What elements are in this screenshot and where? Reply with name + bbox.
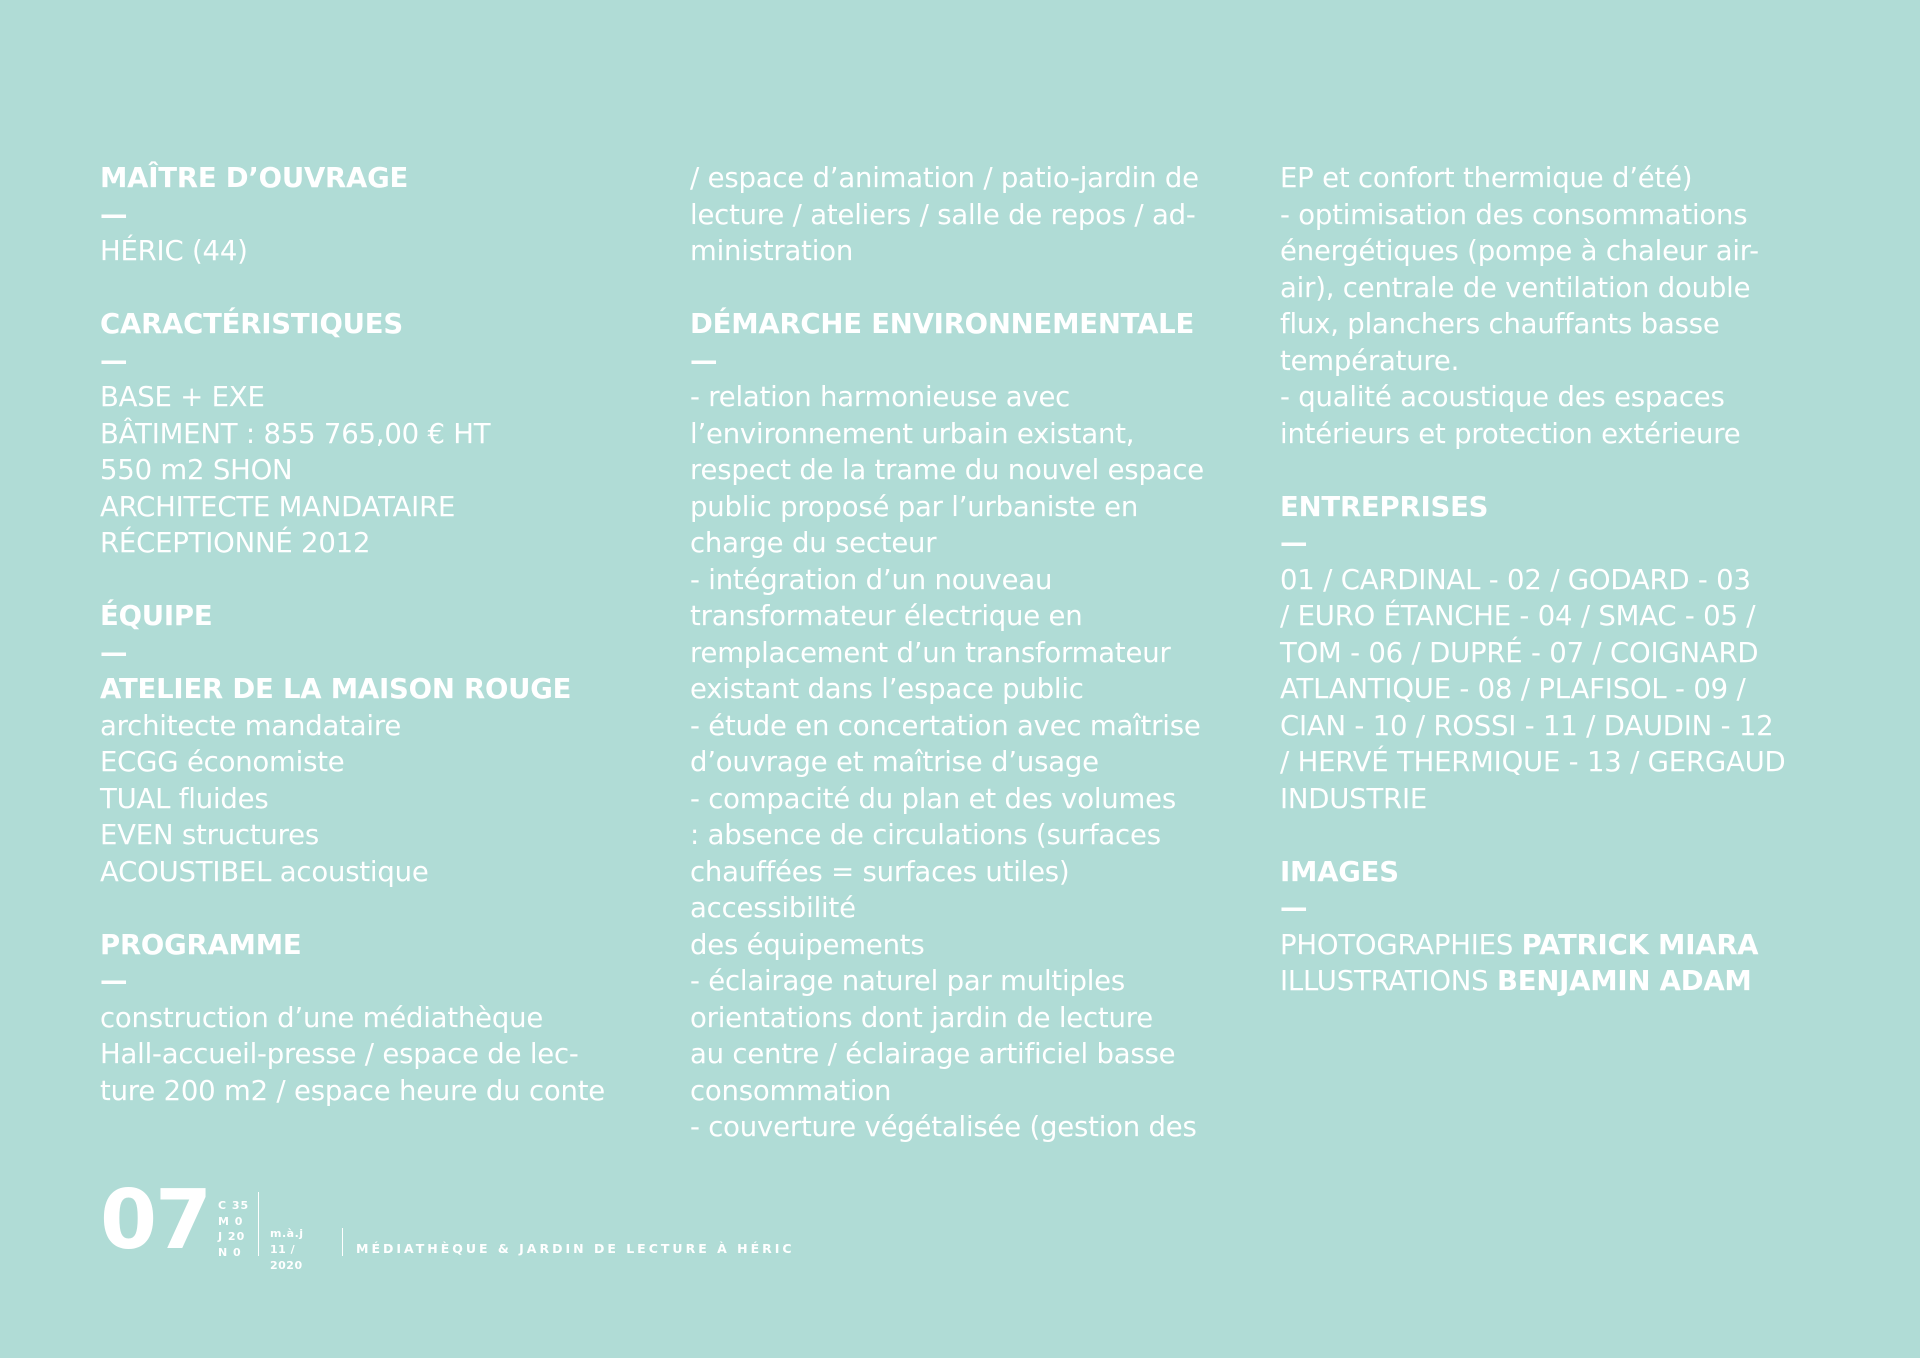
section-dash: — [690,344,718,377]
color-code [218,1198,249,1260]
section-line: transformateur électrique en [690,600,1083,632]
section-dash: — [1280,892,1308,924]
section-heading: ENTREPRISES [1280,490,1489,523]
section-line: - intégration d’un nouveau [690,563,1053,596]
section-line: respect de la trame du nouvel espace [690,454,1204,486]
column-2 [690,160,1230,1146]
section-line: TUAL fluides [100,782,269,815]
section-line: l’environnement urbain existant, [690,417,1135,450]
section-heading: ÉQUIPE [100,600,213,632]
photographer-name: PATRICK MIARA [1521,928,1759,961]
illustration-label: ILLUSTRATIONS [1280,965,1489,997]
section-line: ministration [690,235,854,267]
footer-divider [258,1192,259,1256]
section-line: au centre / éclairage artificiel basse [690,1038,1176,1070]
section-line: CIAN - 10 / ROSSI - 11 / DAUDIN - 12 [1280,709,1774,742]
section-line: chauffées = surfaces utiles) accessibilité [690,855,1070,924]
section-line: - étude en concertation avec maîtrise [690,709,1201,742]
section-line: / HERVÉ THERMIQUE - 13 / GERGAUD [1280,746,1786,778]
section-dash: — [100,965,128,997]
section-dash: — [100,198,128,231]
section-line: - qualité acoustique des espaces [1280,381,1725,413]
section-images [1280,854,1820,1000]
page-number: 07 [100,1173,211,1268]
section-line: public proposé par l’urbaniste en [690,490,1139,523]
section-line: EP et confort thermique d’été) [1280,162,1693,194]
illustrator-name: BENJAMIN ADAM [1496,965,1752,997]
section-line: flux, planchers chauffants basse [1280,308,1720,340]
section-equipe [100,598,640,890]
section-line: remplacement d’un transformateur [690,636,1171,669]
section-line: air), centrale de ventilation double [1280,271,1751,304]
color-code-line: C 35 [218,1199,250,1212]
section-heading: CARACTÉRISTIQUES [100,308,403,340]
section-maitre-ouvrage [100,160,640,270]
section-line: orientations dont jardin de lecture [690,1001,1153,1034]
section-line: énergétiques (pompe à chaleur air- [1280,235,1759,267]
update-date: 11 / 2020 [270,1243,303,1272]
section-line: ture 200 m2 / espace heure du conte [100,1074,606,1107]
section-heading: MAÎTRE D’OUVRAGE [100,162,409,194]
section-demarche-environnementale [690,306,1230,1146]
section-line: - couverture végétalisée (gestion des [690,1111,1197,1143]
section-heading: DÉMARCHE ENVIRONNEMENTALE [690,308,1195,340]
update-info [270,1226,304,1274]
section-line: ACOUSTIBEL acoustique [100,855,429,888]
section-line: - relation harmonieuse avec [690,381,1071,413]
section-programme [100,927,640,1110]
section-line: - compacité du plan et des volumes [690,782,1176,815]
section-heading: IMAGES [1280,855,1399,888]
section-line: INDUSTRIE [1280,782,1428,815]
section-demarche-continued [1280,160,1820,452]
column-3 [1280,160,1820,1000]
section-line: intérieurs et protection extérieure [1280,417,1741,450]
section-line: d’ouvrage et maîtrise d’usage [690,746,1099,778]
section-line: - optimisation des consommations [1280,198,1748,231]
update-label: m.à.j [270,1227,304,1240]
footer-divider [342,1228,343,1256]
section-heading: PROGRAMME [100,928,302,961]
illustration-credit [1280,963,1820,1000]
section-dash: — [1280,527,1308,559]
section-line: TOM - 06 / DUPRÉ - 07 / COIGNARD [1280,636,1759,669]
section-line: architecte mandataire [100,709,402,742]
section-entreprises [1280,489,1820,818]
team-lead: ATELIER DE LA MAISON ROUGE [100,673,572,705]
section-line: EVEN structures [100,819,320,851]
section-line: lecture / ateliers / salle de repos / ad- [690,198,1196,231]
photo-label: PHOTOGRAPHIES [1280,928,1514,961]
section-line: / EURO ÉTANCHE - 04 / SMAC - 05 / [1280,600,1756,632]
section-dash: — [100,344,128,377]
section-line: 550 m2 SHON [100,454,293,486]
section-programme-continued [690,160,1230,270]
section-dash: — [100,636,128,669]
section-line: / espace d’animation / patio-jardin de [690,162,1199,194]
section-line: - éclairage naturel par multiples [690,965,1125,997]
section-line: ECGG économiste [100,746,345,778]
section-line: Hall-accueil-presse / espace de lec- [100,1038,579,1070]
document-title: MÉDIATHÈQUE & JARDIN DE LECTURE À HÉRIC [356,1241,795,1256]
color-code-line: J 20 [218,1230,246,1243]
photo-credit [1280,927,1820,964]
section-line: 01 / CARDINAL - 02 / GODARD - 03 [1280,563,1751,596]
section-line: ATLANTIQUE - 08 / PLAFISOL - 09 / [1280,673,1746,705]
section-line: BÂTIMENT : 855 765,00 € HT [100,417,491,450]
section-line: BASE + EXE [100,381,265,413]
section-line: des équipements [690,928,925,961]
color-code-line: N 0 [218,1245,242,1259]
section-line: charge du secteur [690,527,937,559]
color-code-line: M 0 [218,1214,244,1228]
section-line: : absence de circulations (surfaces [690,819,1161,851]
column-1 [100,160,640,1109]
section-line: construction d’une médiathèque [100,1001,544,1034]
section-line: ARCHITECTE MANDATAIRE [100,490,456,523]
section-line: RÉCEPTIONNÉ 2012 [100,527,371,559]
section-line: HÉRIC (44) [100,235,248,267]
section-line: consommation [690,1074,892,1107]
section-line: température. [1280,344,1460,377]
section-line: existant dans l’espace public [690,673,1084,705]
section-caracteristiques [100,306,640,562]
